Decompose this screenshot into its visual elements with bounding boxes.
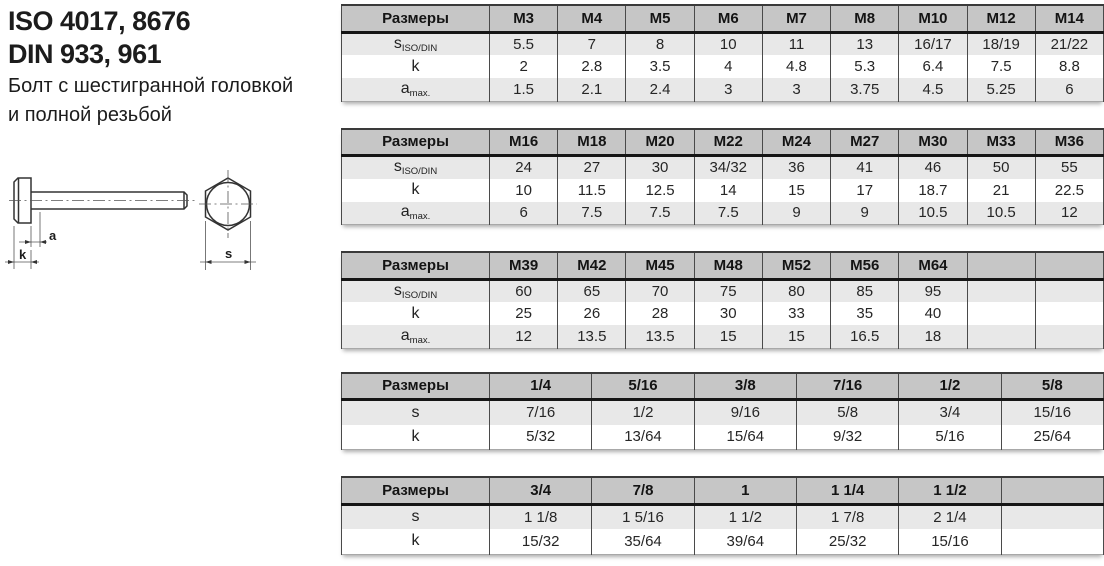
title-block [0,0,340,129]
table-row [342,156,1104,179]
table-cell: 17 [831,179,899,202]
table-cell: 50 [967,156,1035,179]
table-cell: 3.75 [831,78,899,101]
table-cell: 55 [1035,156,1103,179]
dimension-a [19,212,57,247]
table-cell: 24 [490,156,558,179]
bolt-side-view [9,178,197,223]
column-header: M36 [1035,129,1103,156]
table-cell: 60 [490,279,558,302]
table-cell: 15/32 [490,529,592,554]
arrow-icon [245,260,251,264]
table-cell: 7.5 [694,202,762,225]
table-cell: 6.4 [899,55,967,78]
table-cell: 8.8 [1035,55,1103,78]
row-label-main: k [411,532,420,550]
table-cell [967,279,1035,302]
column-header: M48 [694,252,762,279]
dim-a-label: a [49,228,57,243]
table-cell [1035,325,1103,348]
table-cell: 5/8 [796,400,898,425]
table-title-cell: Размеры [342,129,490,156]
table-row [342,325,1104,348]
column-header: M64 [899,252,967,279]
dimension-k [5,226,39,269]
table-cell: 15 [762,325,830,348]
hex-head-front-view [199,170,257,270]
table-cell: 22.5 [1035,179,1103,202]
table-cell: 13/64 [592,425,694,450]
column-header [1035,252,1103,279]
row-label [342,279,490,302]
column-header: 1/4 [490,373,592,400]
table-title-cell: Размеры [342,373,490,400]
table-row [342,529,1104,554]
table-cell: 15 [694,325,762,348]
column-header: M56 [831,252,899,279]
column-header: 1 [694,477,796,504]
table-cell: 4.5 [899,78,967,101]
table-cell: 27 [558,156,626,179]
table-cell: 85 [831,279,899,302]
table-cell: 35/64 [592,529,694,554]
row-label [342,179,490,202]
table-row [342,279,1104,302]
column-header: M4 [558,5,626,32]
table-cell: 15/64 [694,425,796,450]
table-cell: 18.7 [899,179,967,202]
table-cell: 2 1/4 [899,504,1001,529]
row-label-subscript: ISO/DIN [401,166,438,178]
page-subtitle-line1: Болт с шестигранной головкой [8,75,294,97]
column-header: M45 [626,252,694,279]
row-label-subscript: ISO/DIN [401,289,438,301]
column-header: M16 [490,129,558,156]
header-row [342,252,1104,279]
table-cell [1001,504,1103,529]
column-header: 7/8 [592,477,694,504]
table-cell: 33 [762,302,830,325]
column-header: M6 [694,5,762,32]
column-header: 1/2 [899,373,1001,400]
table-cell: 3 [694,78,762,101]
row-label [342,156,490,179]
row-label-main: k [411,304,420,322]
table-cell: 2.8 [558,55,626,78]
row-label-main: k [411,427,420,445]
table-cell: 9 [831,202,899,225]
table-cell: 10.5 [899,202,967,225]
table-cell: 7.5 [558,202,626,225]
column-header: M39 [490,252,558,279]
table-cell: 11.5 [558,179,626,202]
table-cell: 28 [626,302,694,325]
table-cell: 3 [762,78,830,101]
row-label [342,78,490,101]
column-header [967,252,1035,279]
header-row [342,5,1104,32]
table-cell [1035,279,1103,302]
column-header: 1 1/4 [796,477,898,504]
table-cell: 2.1 [558,78,626,101]
table-cell: 2.4 [626,78,694,101]
column-header: M27 [831,129,899,156]
column-header: M14 [1035,5,1103,32]
row-label-main: a [400,326,410,344]
row-label-subscript: max. [409,211,431,223]
arrow-icon [8,260,14,264]
size-table-metric-2 [341,128,1104,226]
table-cell: 36 [762,156,830,179]
table-cell: 5/16 [899,425,1001,450]
table-title-cell: Размеры [342,252,490,279]
arrow-icon [206,260,212,264]
column-header: 1 1/2 [899,477,1001,504]
row-label-main: a [400,203,410,221]
table-cell: 5.5 [490,32,558,55]
table-title-cell: Размеры [342,5,490,32]
table-cell: 25/64 [1001,425,1103,450]
header-row [342,129,1104,156]
table-cell [967,302,1035,325]
column-header: 5/16 [592,373,694,400]
row-label-main: s [393,34,402,52]
row-label-main: k [411,57,420,75]
table-cell: 9/32 [796,425,898,450]
table-cell [1001,529,1103,554]
table-cell: 12 [1035,202,1103,225]
table-cell [1035,302,1103,325]
table-title-cell: Размеры [342,477,490,504]
table-row [342,78,1104,101]
table-row [342,55,1104,78]
table-row [342,302,1104,325]
column-header: M24 [762,129,830,156]
table-row [342,202,1104,225]
table-cell: 3/4 [899,400,1001,425]
row-label-main: s [393,158,402,176]
table-cell: 12 [490,325,558,348]
column-header: M20 [626,129,694,156]
row-label [342,202,490,225]
row-label [342,425,490,450]
column-header: M52 [762,252,830,279]
table-cell: 8 [626,32,694,55]
table-cell: 30 [694,302,762,325]
table-cell: 25 [490,302,558,325]
table-cell [967,325,1035,348]
column-header: 7/16 [796,373,898,400]
table-cell: 5/32 [490,425,592,450]
table-cell: 39/64 [694,529,796,554]
column-header: M5 [626,5,694,32]
table-cell: 13.5 [626,325,694,348]
column-header: M18 [558,129,626,156]
header-row [342,373,1104,400]
table-cell: 10 [490,179,558,202]
table-cell: 30 [626,156,694,179]
size-table-inch-1 [341,372,1104,451]
page-title-iso: ISO 4017, 8676 [8,6,191,36]
table-cell: 1.5 [490,78,558,101]
row-label [342,529,490,554]
table-cell: 34/32 [694,156,762,179]
row-label-subscript: ISO/DIN [401,42,438,54]
table-row [342,32,1104,55]
bolt-drawing-svg [5,166,275,284]
table-row [342,400,1104,425]
row-label-main: k [411,181,420,198]
table-cell: 46 [899,156,967,179]
table-cell: 7/16 [490,400,592,425]
row-label-subscript: max. [409,334,431,346]
table-cell: 65 [558,279,626,302]
column-header: 5/8 [1001,373,1103,400]
table-cell: 1 5/16 [592,504,694,529]
table-cell: 1 7/8 [796,504,898,529]
table-cell: 16/17 [899,32,967,55]
table-cell: 13 [831,32,899,55]
size-table-inch-2 [341,476,1104,555]
table-cell: 5.25 [967,78,1035,101]
table-cell: 80 [762,279,830,302]
size-table-metric-1 [341,4,1104,102]
table-cell: 14 [694,179,762,202]
table-row [342,425,1104,450]
tables-panel [341,0,1104,555]
left-panel [0,0,340,566]
table-cell: 1 1/8 [490,504,592,529]
table-cell: 3.5 [626,55,694,78]
bolt-technical-drawing [5,166,275,289]
table-row [342,504,1104,529]
table-cell: 1 1/2 [694,504,796,529]
size-table-metric-3 [341,251,1104,349]
table-cell: 7.5 [626,202,694,225]
table-cell: 13.5 [558,325,626,348]
table-cell: 26 [558,302,626,325]
table-cell: 9 [762,202,830,225]
table-cell: 7 [558,32,626,55]
table-cell: 6 [1035,78,1103,101]
table-cell: 10 [694,32,762,55]
page-subtitle-line2: и полной резьбой [8,104,172,126]
table-cell: 4 [694,55,762,78]
column-header: M33 [967,129,1035,156]
column-header: M10 [899,5,967,32]
table-cell: 1/2 [592,400,694,425]
table-cell: 18 [899,325,967,348]
table-cell: 15 [762,179,830,202]
table-cell: 5.3 [831,55,899,78]
row-label-main: s [393,281,402,299]
table-cell: 6 [490,202,558,225]
table-cell: 21/22 [1035,32,1103,55]
table-cell: 18/19 [967,32,1035,55]
table-cell: 12.5 [626,179,694,202]
table-cell: 70 [626,279,694,302]
arrow-icon [40,240,46,244]
table-cell: 41 [831,156,899,179]
table-cell: 16.5 [831,325,899,348]
table-cell: 11 [762,32,830,55]
table-cell: 95 [899,279,967,302]
table-cell: 9/16 [694,400,796,425]
column-header: 3/8 [694,373,796,400]
row-label [342,504,490,529]
row-label-subscript: max. [409,87,431,99]
column-header: M8 [831,5,899,32]
table-cell: 75 [694,279,762,302]
arrow-icon [31,260,37,264]
column-header: M42 [558,252,626,279]
table-cell: 2 [490,55,558,78]
dim-k-label: k [19,247,27,262]
row-label [342,302,490,325]
row-label-main: s [411,403,420,421]
table-row [342,179,1104,202]
page-title-din: DIN 933, 961 [8,39,162,69]
column-header: 3/4 [490,477,592,504]
table-cell: 10.5 [967,202,1035,225]
column-header: M22 [694,129,762,156]
table-cell: 4.8 [762,55,830,78]
table-cell: 15/16 [1001,400,1103,425]
column-header: M7 [762,5,830,32]
dim-s-label: s [225,246,233,261]
header-row [342,477,1104,504]
column-header: M3 [490,5,558,32]
row-label [342,400,490,425]
table-cell: 21 [967,179,1035,202]
column-header: M12 [967,5,1035,32]
row-label [342,32,490,55]
table-cell: 35 [831,302,899,325]
table-cell: 15/16 [899,529,1001,554]
table-cell: 7.5 [967,55,1035,78]
row-label-main: a [400,79,410,97]
table-cell: 40 [899,302,967,325]
row-label-main: s [411,508,420,526]
row-label [342,55,490,78]
row-label [342,325,490,348]
table-cell: 25/32 [796,529,898,554]
arrow-icon [25,240,31,244]
column-header [1001,477,1103,504]
column-header: M30 [899,129,967,156]
